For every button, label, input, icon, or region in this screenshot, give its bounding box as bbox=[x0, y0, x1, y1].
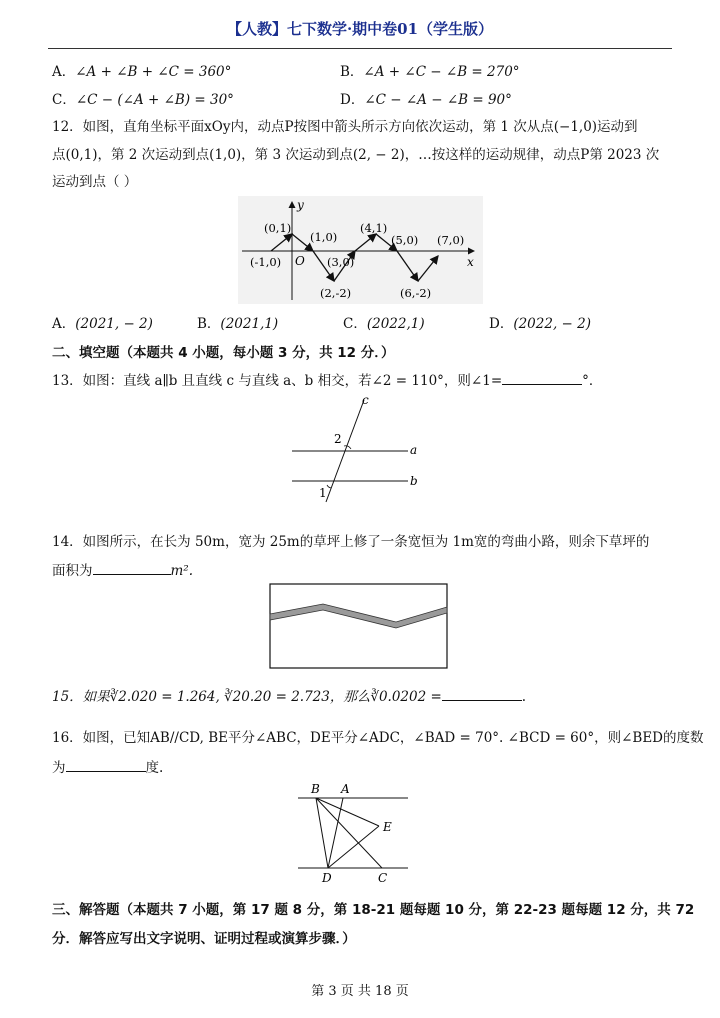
q12-text-line3: 运动到点（ ） bbox=[52, 174, 138, 190]
q13-text bbox=[52, 369, 602, 389]
label-neg1-0: (-1,0) bbox=[250, 255, 282, 269]
q16-text-line2-pre: 为 bbox=[52, 760, 66, 776]
page-footer: 第 3 页 共 18 页 bbox=[311, 984, 409, 999]
header-divider bbox=[48, 48, 672, 49]
label-5-0: (5,0) bbox=[391, 233, 419, 247]
label-c: c bbox=[362, 393, 369, 407]
q11-option-c-label: C． bbox=[52, 92, 76, 108]
label-1-0: (1,0) bbox=[310, 230, 338, 244]
q11-option-d-label: D． bbox=[340, 92, 365, 108]
label-A: A bbox=[341, 782, 350, 796]
page-header-title: 【人教】七下数学·期中卷01（学生版） bbox=[226, 20, 494, 38]
y-axis-label: y bbox=[297, 198, 304, 212]
q14-text-line2-post: m². bbox=[170, 563, 194, 579]
q12-option-a[interactable] bbox=[52, 312, 153, 332]
label-7-0: (7,0) bbox=[437, 233, 465, 247]
q12-option-c[interactable] bbox=[343, 312, 425, 332]
label-C: C bbox=[378, 871, 388, 885]
label-E: E bbox=[383, 820, 392, 834]
label-2-neg2: (2,-2) bbox=[320, 286, 352, 300]
section3-title-line2: 分．解答应写出文字说明、证明过程或演算步骤．） bbox=[52, 931, 356, 947]
label-angle-2: 2 bbox=[334, 432, 342, 446]
q11-option-a-expr: ∠A + ∠B + ∠C = 360° bbox=[75, 64, 232, 80]
q12-option-c-label: C． bbox=[343, 316, 367, 332]
q12-text-line2: 点(0,1)，第 2 次运动到点(1,0)，第 3 次运动到点(2, − 2)，…按这样的运动规律，动点P第 2023 次 bbox=[52, 147, 660, 163]
q11-option-d-expr: ∠C − ∠A − ∠B = 90° bbox=[364, 92, 512, 108]
q11-option-c-expr: ∠C − (∠A + ∠B) = 30° bbox=[75, 92, 234, 108]
angle-2-arc bbox=[344, 446, 351, 449]
q12-option-c-value: (2022,1) bbox=[366, 316, 425, 332]
q15-answer-blank[interactable] bbox=[442, 686, 522, 701]
label-0-1: (0,1) bbox=[264, 221, 292, 235]
q12-option-d-label: D． bbox=[489, 316, 514, 332]
q11-option-a[interactable] bbox=[52, 60, 231, 80]
q14-text-line2-pre: 面积为 bbox=[52, 563, 93, 579]
q11-option-b[interactable] bbox=[340, 60, 520, 80]
q14-text-line1: 14．如图所示，在长为 50m，宽为 25m的草坪上修了一条宽恒为 1m宽的弯曲小路，则余下草坪的 bbox=[52, 534, 650, 550]
q12-option-b-label: B． bbox=[197, 316, 221, 332]
q13-text-post: °． bbox=[582, 373, 603, 389]
segment-be bbox=[316, 798, 379, 826]
q13-text-pre: 13．如图：直线 a∥b 且直线 c 与直线 a、b 相交，若∠2 = 110°，则∠1= bbox=[52, 373, 503, 389]
q14-text-line2 bbox=[52, 559, 193, 579]
q15-text-pre: 15．如果∛2.020 = 1.264, ∛20.20 = 2.723，那么∛0.0202 = bbox=[52, 689, 442, 705]
q15-text-post: . bbox=[521, 689, 527, 705]
q11-option-b-label: B． bbox=[340, 64, 364, 80]
label-6-neg2: (6,-2) bbox=[400, 286, 432, 300]
q11-option-d[interactable] bbox=[340, 88, 512, 108]
origin-label: O bbox=[295, 254, 305, 268]
q16-parallel-figure bbox=[296, 782, 416, 886]
label-angle-1: 1 bbox=[319, 486, 327, 500]
label-a: a bbox=[410, 443, 418, 457]
label-3-0: (3,0) bbox=[327, 255, 355, 269]
section3-title-line1: 三、解答题（本题共 7 小题，第 17 题 8 分，第 18-21 题每题 10 分，第 22-23 题每题 12 分，共 72 bbox=[52, 902, 695, 918]
q12-text-line1: 12．如图，直角坐标平面xOy内，动点P按图中箭头所示方向依次运动，第 1 次从点(−1,0)运动到 bbox=[52, 119, 638, 135]
label-b: b bbox=[410, 474, 418, 488]
lawn-rectangle bbox=[270, 584, 447, 668]
q12-option-d-value: (2022, − 2) bbox=[513, 316, 591, 332]
label-4-1: (4,1) bbox=[360, 221, 388, 235]
q16-text-line2 bbox=[52, 756, 163, 776]
q13-parallel-lines-figure bbox=[288, 392, 428, 504]
q11-option-c[interactable] bbox=[52, 88, 234, 108]
q16-text-line1: 16．如图，已知AB//CD, BE平分∠ABC，DE平分∠ADC，∠BAD = 70°. ∠BCD = 60°，则∠BED的度数 bbox=[52, 730, 704, 746]
x-axis-label: x bbox=[467, 255, 474, 269]
q11-option-b-expr: ∠A + ∠C − ∠B = 270° bbox=[363, 64, 520, 80]
q12-option-b-value: (2021,1) bbox=[220, 316, 279, 332]
q12-option-d[interactable] bbox=[489, 312, 591, 332]
section2-title: 二、填空题（本题共 4 小题，每小题 3 分，共 12 分．） bbox=[52, 345, 395, 361]
q14-answer-blank[interactable] bbox=[93, 560, 171, 575]
q11-option-a-label: A． bbox=[52, 64, 76, 80]
q12-option-b[interactable] bbox=[197, 312, 278, 332]
label-D: D bbox=[322, 871, 332, 885]
label-B: B bbox=[311, 782, 320, 796]
q13-answer-blank[interactable] bbox=[502, 370, 582, 385]
q12-option-a-label: A． bbox=[52, 316, 76, 332]
q12-coordinate-figure bbox=[238, 196, 483, 304]
q12-option-a-value: (2021, − 2) bbox=[75, 316, 153, 332]
figure-background bbox=[238, 196, 483, 304]
q16-answer-blank[interactable] bbox=[66, 757, 146, 772]
q14-lawn-figure bbox=[268, 582, 450, 670]
angle-1-arc bbox=[327, 485, 331, 488]
q16-text-line2-post: 度. bbox=[145, 760, 164, 776]
q15-text bbox=[52, 685, 526, 705]
